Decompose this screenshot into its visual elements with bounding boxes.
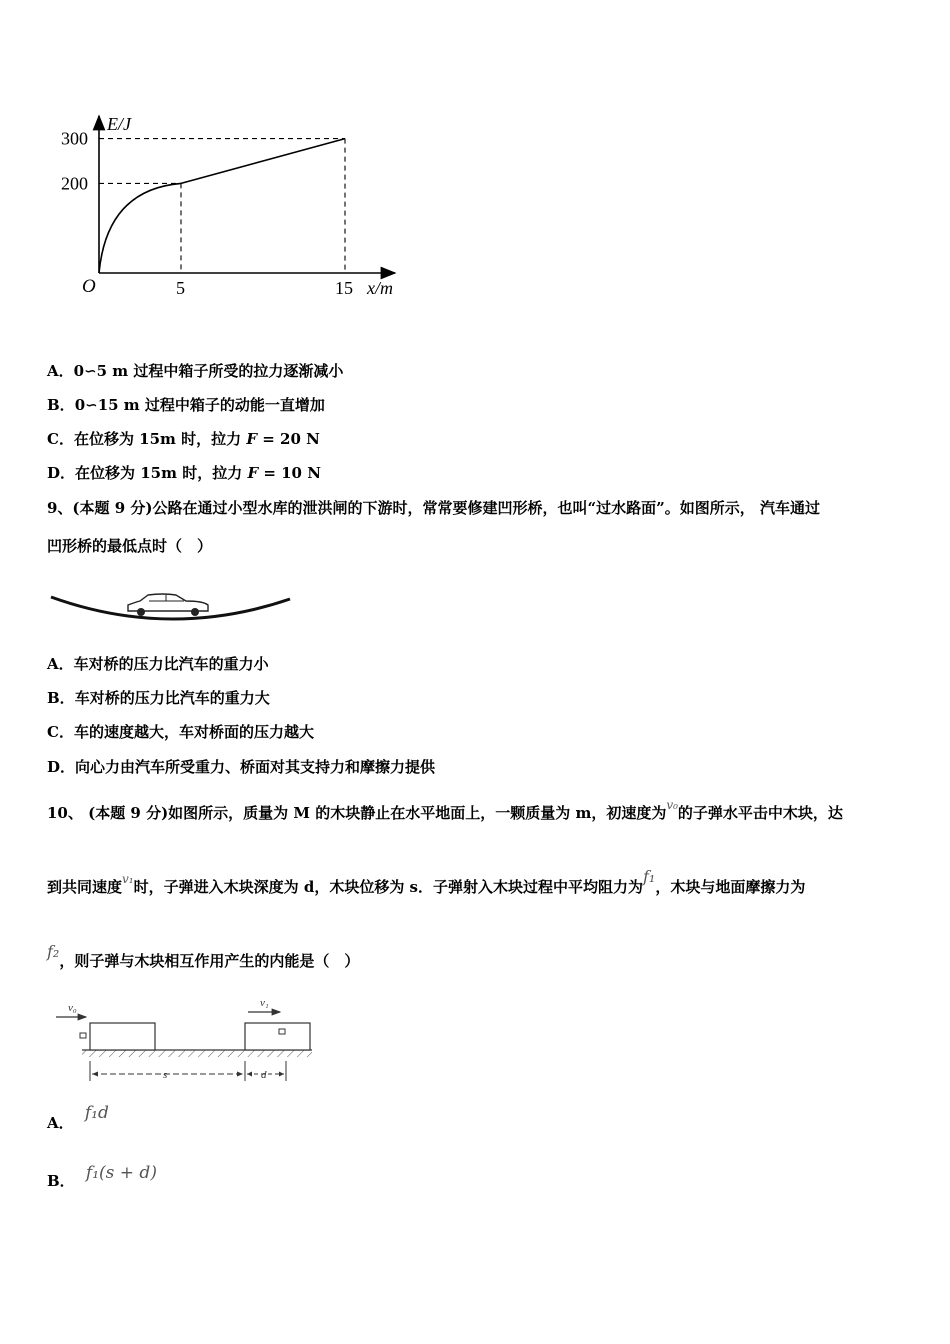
q8-option-c: C．在位移为 15m 时，拉力 F = 20 N: [47, 430, 320, 448]
q10-option-a: A． f₁d: [47, 1103, 109, 1132]
x-tick-label-5: 5: [176, 278, 185, 298]
q9-option-c: C．车的速度越大，车对桥面的压力越大: [47, 723, 314, 741]
q8-option-a: A．0∽5 m 过程中箱子所受的拉力逐渐减小: [47, 362, 344, 380]
q10-stem-line1: 10、 (本题 9 分)如图所示，质量为 M 的木块静止在水平地面上，一颗质量为 m，初速度为$^{v_0}$的子弹水平击中木块，达: [47, 798, 843, 822]
y-axis-label: E/J: [107, 114, 131, 134]
y-tick-label-200: 200: [61, 173, 88, 194]
x-axis-label: x/m: [367, 278, 393, 298]
bullet-block-figure: [52, 995, 317, 1090]
x-tick-label-15: 15: [335, 278, 353, 298]
q9-option-b: B．车对桥的压力比汽车的重力大: [47, 689, 270, 707]
v0-label: v₀: [68, 1002, 77, 1014]
d-label: d: [261, 1069, 267, 1081]
q9-option-d: D．向心力由汽车所受重力、桥面对其支持力和摩擦力提供: [47, 758, 436, 776]
car-icon: [128, 594, 208, 616]
q8-option-b: B．0∽15 m 过程中箱子的动能一直增加: [47, 396, 325, 414]
q9-stem-line1: 9、(本题 9 分)公路在通过小型水库的泄洪闸的下游时，常常要修建凹形桥，也叫“过水路面”。如图所示， 汽车通过: [47, 499, 820, 517]
q9-option-a: A．车对桥的压力比汽车的重力小: [47, 655, 269, 673]
origin-label: O: [82, 276, 96, 297]
q10-option-b: B． f₁(s + d): [47, 1163, 157, 1190]
bullet-initial: [80, 1033, 86, 1038]
y-tick-label-300: 300: [61, 128, 88, 149]
q10-stem-line3: f₂，则子弹与木块相互作用产生的内能是（ ）: [47, 942, 360, 970]
v1-label: v₁: [260, 997, 269, 1009]
energy-curve-segment: [99, 183, 181, 273]
bullet-embedded: [279, 1029, 285, 1034]
q9-stem-line2: 凹形桥的最低点时（ ）: [47, 537, 213, 555]
energy-displacement-chart: [55, 108, 425, 308]
q10-stem-line2: 到共同速度$^{v_1}$时，子弹进入木块深度为 d，木块位移为 s．子弹射入木块过程中平均阻力为f₁，木块与地面摩擦力为: [47, 867, 806, 896]
ground-hatch: [82, 1050, 312, 1057]
s-label: s: [163, 1069, 168, 1081]
concave-bridge-figure: [48, 585, 293, 625]
q8-option-d: D．在位移为 15m 时，拉力 F = 10 N: [47, 464, 321, 482]
final-block: [245, 1023, 310, 1050]
initial-block: [90, 1023, 155, 1050]
energy-linear-segment: [181, 139, 345, 184]
